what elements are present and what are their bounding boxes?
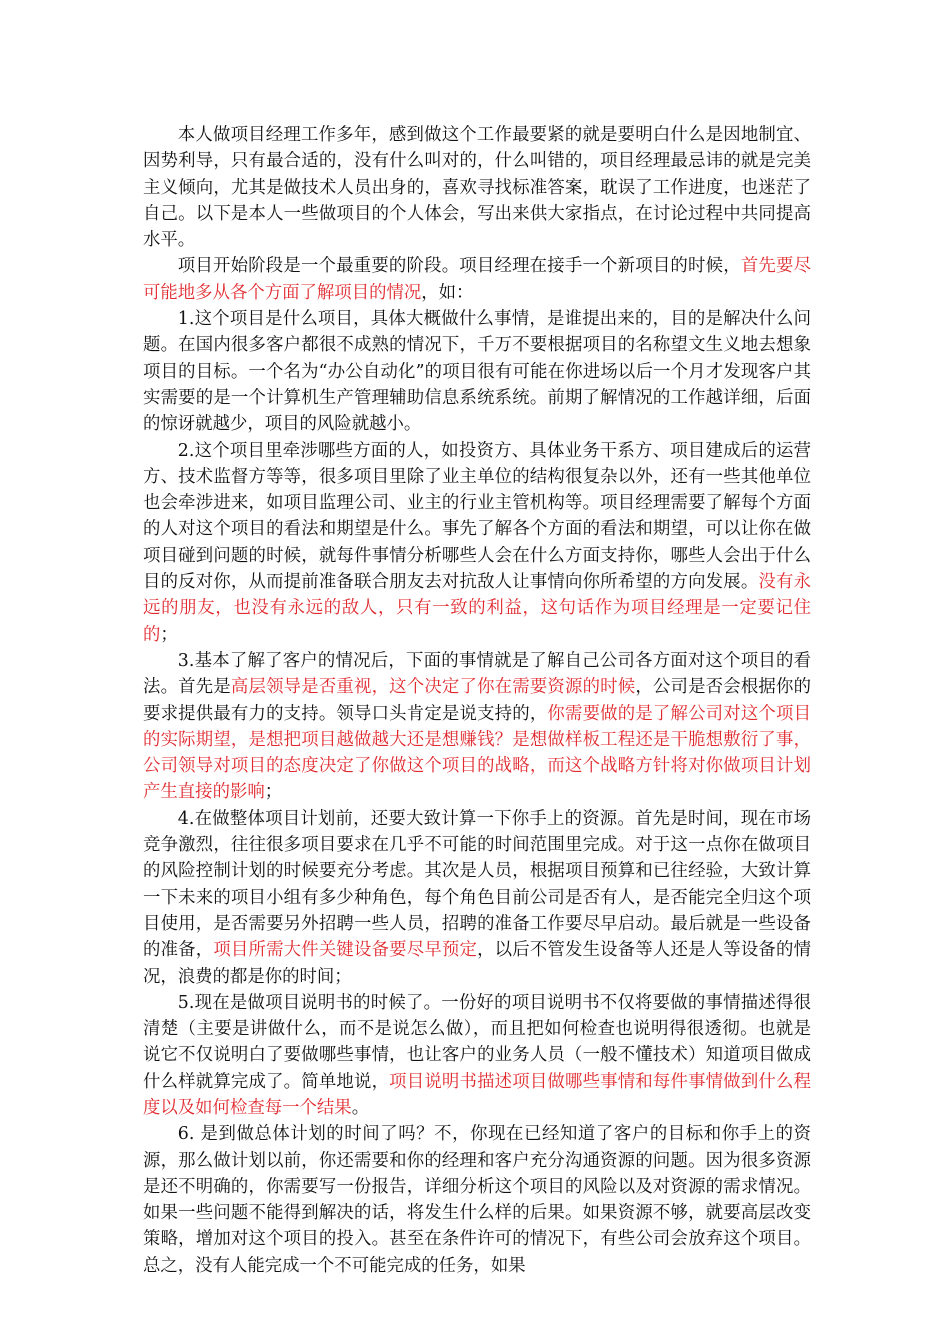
paragraph-text: 4.在做整体项目计划前，还要大致计算一下你手上的资源。首先是时间，现在市场竞争激烈，往往很多项目要求在几乎不可能的时间范围里完成。对于这一点你在做项目的风险控制计划的时候要充分考虑。其次是人员，根据项目预算和已往经验，大致计算一下未来的项目小组有多少种角色，每个角色目前公司是否有人，是否能完全归这个项目使用，是否需要另外招聘一些人员，招聘的准备工作要尽早启动。最后就是一些设备的准备， (143, 808, 811, 961)
paragraph-text: ，以后不管发生设备等人还是人等设备的情况，浪费的都是你的时间； (143, 940, 811, 987)
paragraph-item-4 (143, 806, 811, 990)
paragraph-text: 本人做项目经理工作多年，感到做这个工作最要紧的就是要明白什么是因地制宜、因势利导，只有最合适的，没有什么叫对的，什么叫错的，项目经理最忌讳的就是完美主义倾向，尤其是做技术人员出身的，喜欢寻找标准答案，耽误了工作进度，也迷茫了自己。以下是本人一些做项目的个人体会，写出来供大家指点，在讨论过程中共同提高水平。 (143, 125, 811, 251)
highlighted-text: 没有永远的朋友，也没有永远的敌人，只有一致的利益，这句话作为项目经理是一定要记住的 (143, 572, 811, 645)
paragraph-text: 项目开始阶段是一个最重要的阶段。项目经理在接手一个新项目的时候， (177, 256, 741, 277)
paragraph-text: 3.基本了解了客户的情况后，下面的事情就是了解自己公司各方面对这个项目的看法。首先是 (143, 650, 811, 698)
paragraph-text: 。 (351, 1097, 370, 1118)
paragraph-text: ； (160, 624, 178, 645)
highlighted-text: 你需要做的是了解公司对这个项目的实际期望，是想把项目越做越大还是想赚钱？是想做样板工程还是干脆想敷衍了事，公司领导对项目的态度决定了你做这个项目的战略，而这个战略方针将对你做项目计划产生直接的影响 (143, 703, 811, 803)
highlighted-text: 高层领导是否重视，这个决定了你在需要资源的时候 (230, 677, 636, 698)
paragraph-text: ，如： (421, 282, 474, 303)
paragraph-text: 5.现在是做项目说明书的时候了。一份好的项目说明书不仅将要做的事情描述得很清楚（主要是讲做什么，而不是说怎么做），而且把如何检查也说明得很透彻。也就是说它不仅说明白了要做哪些事情，也让客户的业务人员（一般不懂技术）知道项目做成什么样就算完成了。简单地说， (143, 992, 811, 1092)
paragraph-item-2 (143, 438, 811, 648)
paragraph-item-5 (143, 990, 811, 1121)
paragraph-text: 6. 是到做总体计划的时间了吗？不，你现在已经知道了客户的目标和你手上的资源，那么做计划以前，你还需要和你的经理和客户充分沟通资源的问题。因为很多资源是还不明确的，你需要写一份报告，详细分析这个项目的风险以及对资源的需求情况。如果一些问题不能得到解决的话，将发生什么样的后果。如果资源不够，就要高层改变策略，增加对这个项目的投入。甚至在条件许可的情况下，有些公司会放弃这个项目。总之，没有人能完成一个不可能完成的任务，如果 (143, 1124, 811, 1276)
document-page (143, 122, 811, 1279)
paragraph-item-3 (143, 648, 811, 806)
paragraph-text: 1.这个项目是什么项目，具体大概做什么事情，是谁提出来的，目的是解决什么问题。在国内很多客户都很不成熟的情况下，千万不要根据项目的名称望文生义地去想象项目的目标。一个名为“办公自动化”的项目很有可能在你进场以后一个月才发现客户其实需要的是一个计算机生产管理辅助信息系统系统。前期了解情况的工作越详细，后面的惊讶就越少，项目的风险就越小。 (143, 309, 811, 435)
paragraph-item-1 (143, 306, 811, 437)
highlighted-text: 项目所需大件关键设备要尽早预定 (213, 940, 478, 961)
paragraph-item-6 (143, 1121, 811, 1279)
paragraph-project-start (143, 253, 811, 306)
paragraph-intro (143, 122, 811, 253)
paragraph-text: ，公司是否会根据你的要求提供最有力的支持。领导口头肯定是说支持的， (143, 677, 811, 724)
paragraph-text: ； (264, 782, 283, 803)
highlighted-text: 首先要尽可能地多从各个方面了解项目的情况 (143, 256, 811, 303)
paragraph-text: 2.这个项目里牵涉哪些方面的人，如投资方、具体业务干系方、项目建成后的运营方、技术监督方等等，很多项目里除了业主单位的结构很复杂以外，还有一些其他单位也会牵涉进来，如项目监理公司、业主的行业主管机构等。项目经理需要了解每个方面的人对这个项目的看法和期望是什么。事先了解各个方面的看法和期望，可以让你在做项目碰到问题的时候，就每件事情分析哪些人会在什么方面支持你，哪些人会出于什么目的反对你，从而提前准备联合朋友去对抗敌人让事情向你所希望的方向发展。 (143, 440, 811, 593)
highlighted-text: 项目说明书描述项目做哪些事情和每件事情做到什么程度以及如何检查每一个结果 (143, 1071, 811, 1118)
